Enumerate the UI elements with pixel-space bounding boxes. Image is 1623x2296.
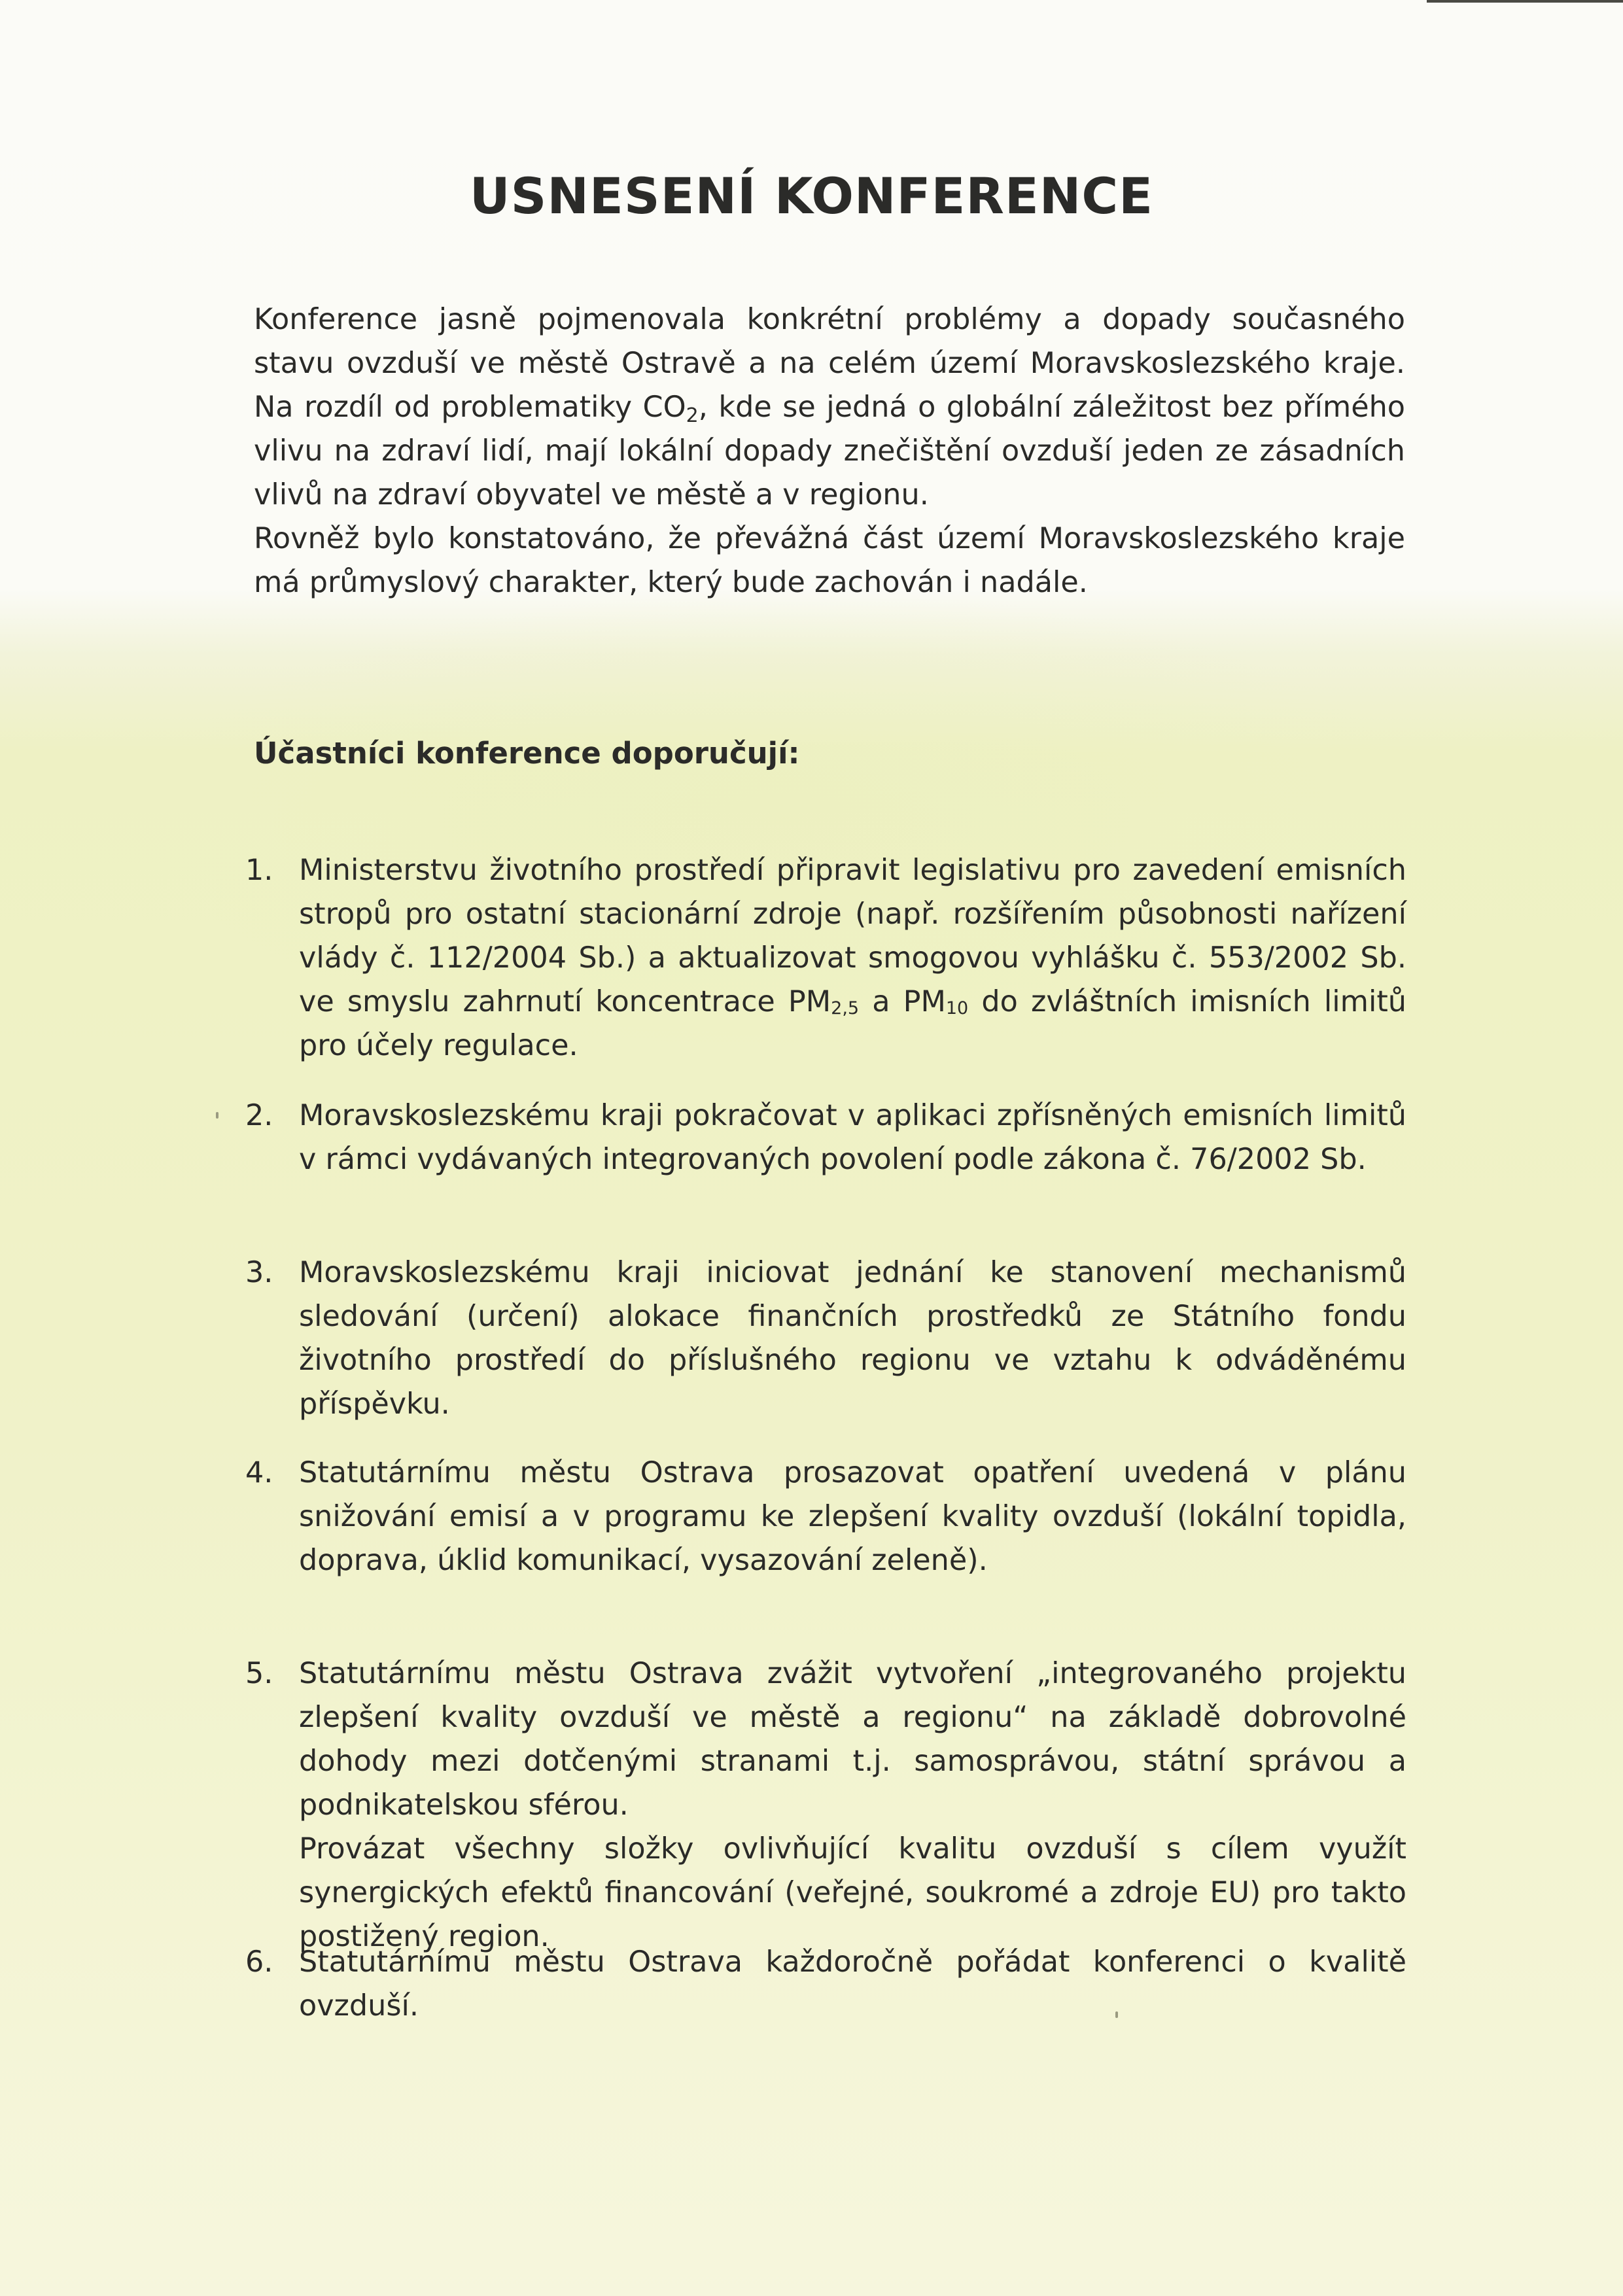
intro-section [254, 298, 1405, 604]
recommendation-item-5 [245, 1652, 1406, 1958]
scan-speck [1115, 2011, 1118, 2018]
item-text: Statutárnímu městu Ostrava zvážit vytvoření „integrovaného projektu zlepšení kvality ovzduší ve městě a regionu“ na základě dobrovolné dohody mezi dotčenými stranami t.j. samosprávou, státní správou a podnikatelskou sférou. Provázat všechny složky ovlivňující kvalitu ovzduší s cílem využít synergických efektů financování (veřejné, soukromé a zdroje EU) pro takto postižený region. [299, 1657, 1406, 1953]
recommendation-item-6 [245, 1940, 1406, 2028]
item-number: 2. [245, 1099, 273, 1132]
item-text: Moravskoslezskému kraji iniciovat jednání ke stanovení mechanismů sledování (určení) alokace finančních prostředků ze Státního fondu životního prostředí do příslušného regionu ve vztahu k odváděnému příspěvku. [299, 1256, 1406, 1421]
item-text: Ministerstvu životního prostředí připravit legislativu pro zavedení emisních stropů pro ostatní stacionární zdroje (např. rozšířením působnosti nařízení vlády č. 112/2004 Sb.) a aktualizovat smogovou vyhlášku č. 553/2002 Sb. ve smyslu zahrnutí koncentrace $PM_{2,5}$ a $PM_{10}$ do zvláštních imisních limitů pro účely regulace. [299, 854, 1406, 1062]
recommendations-heading: Účastníci konference doporučují: [254, 736, 800, 771]
scan-speck [216, 1112, 218, 1119]
page-title: USNESENÍ KONFERENCE [469, 167, 1154, 225]
item-number: 1. [245, 854, 273, 887]
item-text: Statutárnímu městu Ostrava každoročně pořádat konferenci o kvalitě ovzduší. [299, 1945, 1406, 2023]
item-number: 6. [245, 1945, 273, 1979]
item-number: 3. [245, 1256, 273, 1289]
recommendation-item-4 [245, 1451, 1406, 1582]
item-number: 4. [245, 1456, 273, 1489]
intro-paragraph-2: Rovněž bylo konstatováno, že převážná část území Moravskoslezského kraje má průmyslový charakter, který bude zachován i nadále. [254, 522, 1405, 599]
intro-paragraph-1: Konference jasně pojmenovala konkrétní problémy a dopady současného stavu ovzduší ve městě Ostravě a na celém území Moravskoslezského kraje. Na rozdíl od problematiky $CO_2$, kde se jedná o globální záležitost bez přímého vlivu na zdraví lidí, mají lokální dopady znečištění ovzduší jeden ze zásadních vlivů na zdraví obyvatel ve městě a v regionu. [254, 303, 1405, 512]
item-text: Moravskoslezskému kraji pokračovat v aplikaci zpřísněných emisních limitů v rámci vydávaných integrovaných povolení podle zákona č. 76/2002 Sb. [299, 1099, 1406, 1176]
item-number: 5. [245, 1657, 273, 1690]
item-text: Statutárnímu městu Ostrava prosazovat opatření uvedená v plánu snižování emisí a v programu ke zlepšení kvality ovzduší (lokální topidla, doprava, úklid komunikací, vysazování zeleně). [299, 1456, 1406, 1577]
recommendation-item-3 [245, 1251, 1406, 1426]
recommendation-item-2 [245, 1094, 1406, 1181]
top-edge-rule [1427, 0, 1623, 3]
recommendation-item-1 [245, 848, 1406, 1068]
